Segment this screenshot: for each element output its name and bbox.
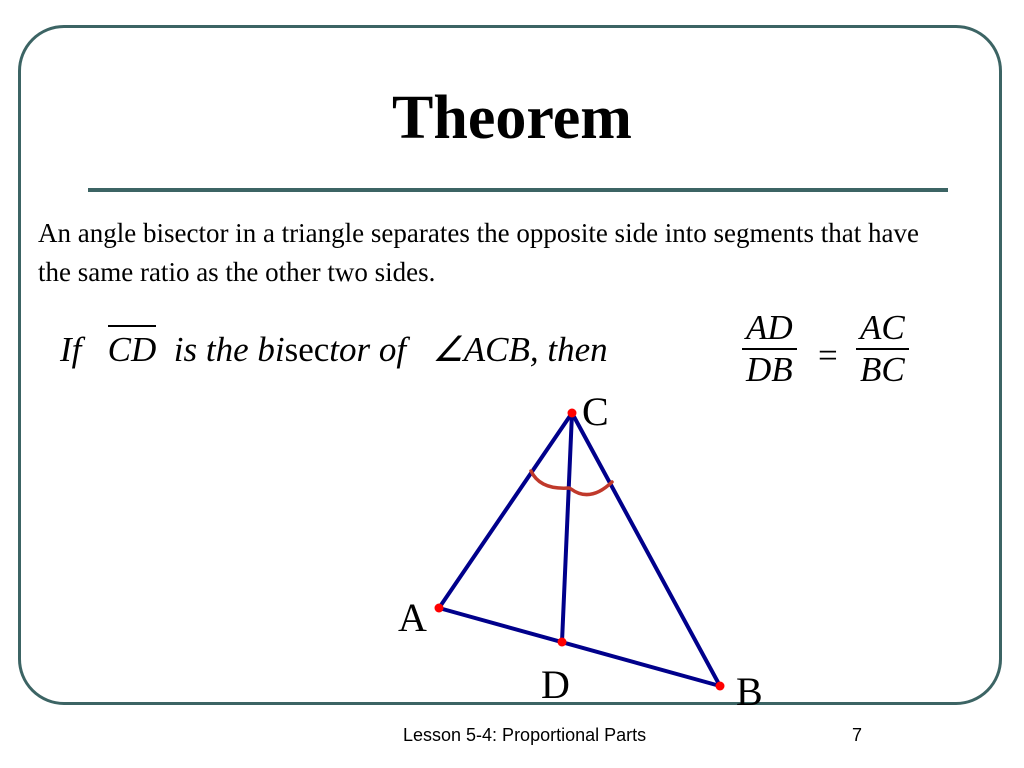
formula-if: If	[60, 330, 82, 369]
fraction-db: DB	[742, 348, 797, 390]
label-b: B	[736, 669, 763, 714]
formula-equals: =	[818, 336, 838, 375]
slide-title: Theorem	[392, 84, 632, 152]
footer-lesson: Lesson 5-4: Proportional Parts	[403, 725, 647, 745]
angle-arc-left	[531, 471, 569, 488]
fraction-ac: AC	[860, 308, 905, 347]
side-ab	[439, 608, 720, 686]
formula-tor-of: tor of	[329, 330, 407, 369]
point-b	[716, 682, 725, 691]
point-a	[435, 604, 444, 613]
footer-page-number: 7	[852, 725, 863, 745]
fraction-ad: AD	[746, 308, 793, 347]
side-cb	[572, 413, 720, 686]
label-d: D	[541, 662, 570, 707]
label-a: A	[398, 595, 427, 640]
angle-arc-right	[571, 482, 612, 495]
formula-angle: ∠ACB, then	[432, 330, 608, 369]
point-c	[568, 409, 577, 418]
point-d	[558, 638, 567, 647]
side-ca	[439, 413, 572, 608]
formula-segment-cd: CD	[107, 330, 157, 369]
bisector-cd	[562, 413, 572, 642]
label-c: C	[582, 389, 609, 434]
fraction-bc: BC	[856, 348, 909, 390]
theorem-statement: An angle bisector in a triangle separates the opposite side into segments that have the same ratio as the other two sides.	[38, 218, 919, 287]
formula-sec: sec	[284, 330, 330, 369]
formula-is-the-bi: is the bi	[173, 330, 285, 369]
